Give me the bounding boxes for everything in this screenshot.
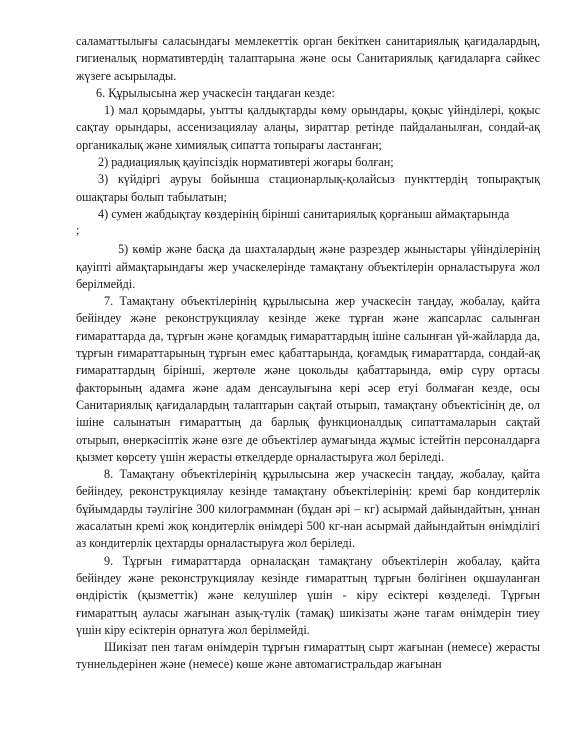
paragraph-continuation: саламаттылығы саласындағы мемлекеттік орган бекіткен санитариялық қағидалардың, гигиеналық нормативтердің талаптарына және осы Санитариялық қағидаларға сәйкес жүзеге асырылады. <box>76 34 540 83</box>
paragraph-subitem-5: 5) көмір және басқа да шахталардың және разрездер жыныстары үйінділерінің қауіпті аймақтарындағы жер учаскелерінде тамақтану объектілерін орналастыруға жол берілмейді. <box>76 242 540 291</box>
paragraph-subitem-2: 2) радиациялық қауіпсіздік нормативтері жоғары болған; <box>98 155 394 170</box>
paragraph-item-8: 8. Тамақтану объектілерінің құрылысына жер учаскесін таңдау, жобалау, қайта бейіндеу, реконструкциялау кезінде тамақтану объектілерінің: кремі бар кондитерлік бұйымдарды тәулігіне 300 килограммнан (бұдан әрі – кг) асырмай дайындайтын, ұннан жасалатын кремі жоқ кондитерлік өнімдері 500 кг-нан асырмай дайындайтын өнімділігі аз кондитерлік цехтарды орналастыруға жол беріледі. <box>76 467 540 551</box>
paragraph-raw-materials: Шикізат пен тағам өнімдерін тұрғын ғимараттың сырт жағынан (немесе) жерасты туннельдерінен және (немесе) көше және автомагистральдар жағынан <box>76 640 540 672</box>
stray-semicolon: ; <box>76 223 80 238</box>
paragraph-item-7: 7. Тамақтану объектілерінің құрылысына жер учаскесін таңдау, жобалау, қайта бейіндеу және реконструкциялау кезінде жеке тұрған және жапсарлас салынған ғимараттарда да, тұрғын және қоғамдық ғимараттардың ішіне салынған үй-жайларда да, тұрғын ғимараттарының тұрғын емес қабаттарында, қоғамдық ғимараттарда, сондай-ақ ғимараттардың бірінші, жертөле және цокольды қабаттарында, өмір сүру ортасы факторының адамға және адам денсаулығына кері әсер етуі болмаған кезде, осы Санитариялық қағидалардың талаптарын сақтай отырып, тамақтану объектісінің де, ол ішіне салынатын ғимараттың да барлық функционалдық сипаттамаларын сақтай отырып, өнеркәсіптік және өзге де объектілер аумағында жұмыс істейтін персоналдарға қызмет көрсету үшін жерасты өткелдерде орналастыруға жол беріледі. <box>76 294 540 464</box>
paragraph-item-9: 9. Тұрғын ғимараттарда орналасқан тамақтану объектілерін жобалау, қайта бейіндеу және реконструкциялау кезінде ғимараттың тұрғын бөлігінен оқшауланған өндірістік (қызметтік) және келушілер үшін - кіру есіктері көзделеді. Тұрғын ғимараттың ауласы жағынан азық-түлік (тамақ) шикізаты және тағам өнімдерін тиеу үшін кіру есіктерін орнатуға жол берілмейді. <box>76 553 540 637</box>
paragraph-subitem-1: 1) мал қорымдары, уытты қалдықтарды көму орындары, қоқыс үйінділері, қоқыс сақтау орындары, ассенизациялау алаңы, зираттар ретінде пайдаланылған, сондай-ақ органикалық және химиялық сипатта топырағы ластанған; <box>76 103 540 152</box>
paragraph-item-6: 6. Құрылысына жер учаскесін таңдаған кезде: <box>96 85 335 100</box>
paragraph-subitem-3: 3) күйдіргі ауруы бойынша стационарлық-қолайсыз пункттердің топырақтық ошақтары болып табылатын; <box>76 172 540 204</box>
paragraph-subitem-4: 4) сумен жабдықтау көздерінің бірінші санитариялық қорғаныш аймақтарында <box>98 206 510 221</box>
